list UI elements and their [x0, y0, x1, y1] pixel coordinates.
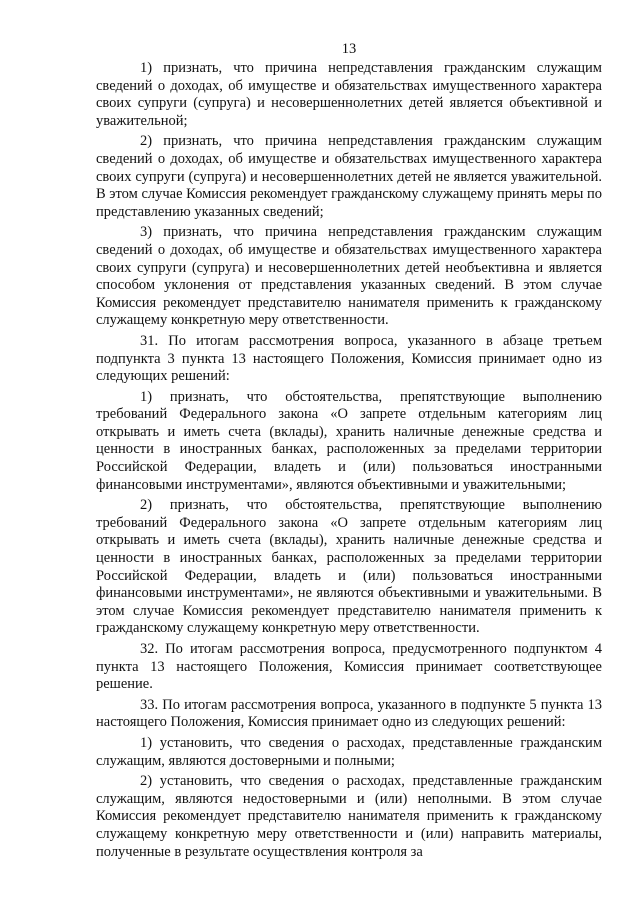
paragraph-33: 33. По итогам рассмотрения вопроса, указанного в подпункте 5 пункта 13 настоящего Положения, Комиссия принимает одно из следующих решений: [96, 696, 602, 731]
paragraph-33-1: 1) установить, что сведения о расходах, представленные гражданским служащим, являются достоверными и полными; [96, 734, 602, 769]
paragraph-31: 31. По итогам рассмотрения вопроса, указанного в абзаце третьем подпункта 3 пункта 13 настоящего Положения, Комиссия принимает одно из следующих решений: [96, 332, 602, 385]
paragraph-32: 32. По итогам рассмотрения вопроса, предусмотренного подпунктом 4 пункта 13 настоящего Положения, Комиссия принимает соответствующее решение. [96, 641, 602, 693]
paragraph-1-1: 1) признать, что причина непредставления гражданским служащим сведений о доходах, об имуществе и обязательствах имущественного характера своих супруги (супруга) и несовершеннолетних детей является объективной и уважительной; [96, 60, 602, 129]
paragraph-1-3: 3) признать, что причина непредставления гражданским служащим сведений о доходах, об имуществе и обязательствах имущественного характера своих супруги (супруга) и несовершеннолетних детей необъективна и является способом уклонения от представления указанных сведений. В этом случае Комиссия рекомендует представителю нанимателя применить к гражданскому служащему конкретную меру ответственности. [96, 224, 602, 329]
page-number: 13 [341, 41, 357, 57]
paragraph-31-2: 2) признать, что обстоятельства, препятствующие выполнению требований Федерального закона «О запрете отдельным категориям лиц открывать и иметь счета (вклады), хранить наличные денежные средства и ценности в иностранных банках, расположенных за пределами территории Российской Федерации, владеть и (или) пользоваться иностранными финансовыми инструментами», не являются объективными и уважительными. В этом случае Комиссия рекомендует представителю нанимателя применить к гражданскому служащему конкретную меру ответственности. [96, 497, 602, 637]
paragraph-31-1: 1) признать, что обстоятельства, препятствующие выполнению требований Федерального закона «О запрете отдельным категориям лиц открывать и иметь счета (вклады), хранить наличные денежные средства и ценности в иностранных банках, расположенных за пределами территории Российской Федерации, владеть и (или) пользоваться иностранными финансовыми инструментами», являются объективными и уважительными; [96, 388, 602, 493]
paragraph-33-2: 2) установить, что сведения о расходах, представленные гражданским служащим, являются недостоверными и (или) неполными. В этом случае Комиссия рекомендует представителю нанимателя применить к гражданскому служащему конкретную меру ответственности и (или) направить материалы, полученные в результате осуществления контроля за [96, 773, 602, 860]
paragraph-1-2: 2) признать, что причина непредставления гражданским служащим сведений о доходах, об имуществе и обязательствах имущественного характера своих супруги (супруга) и несовершеннолетних детей не является уважительной. В этом случае Комиссия рекомендует гражданскому служащему принять меры по представлению указанных сведений; [96, 133, 602, 220]
